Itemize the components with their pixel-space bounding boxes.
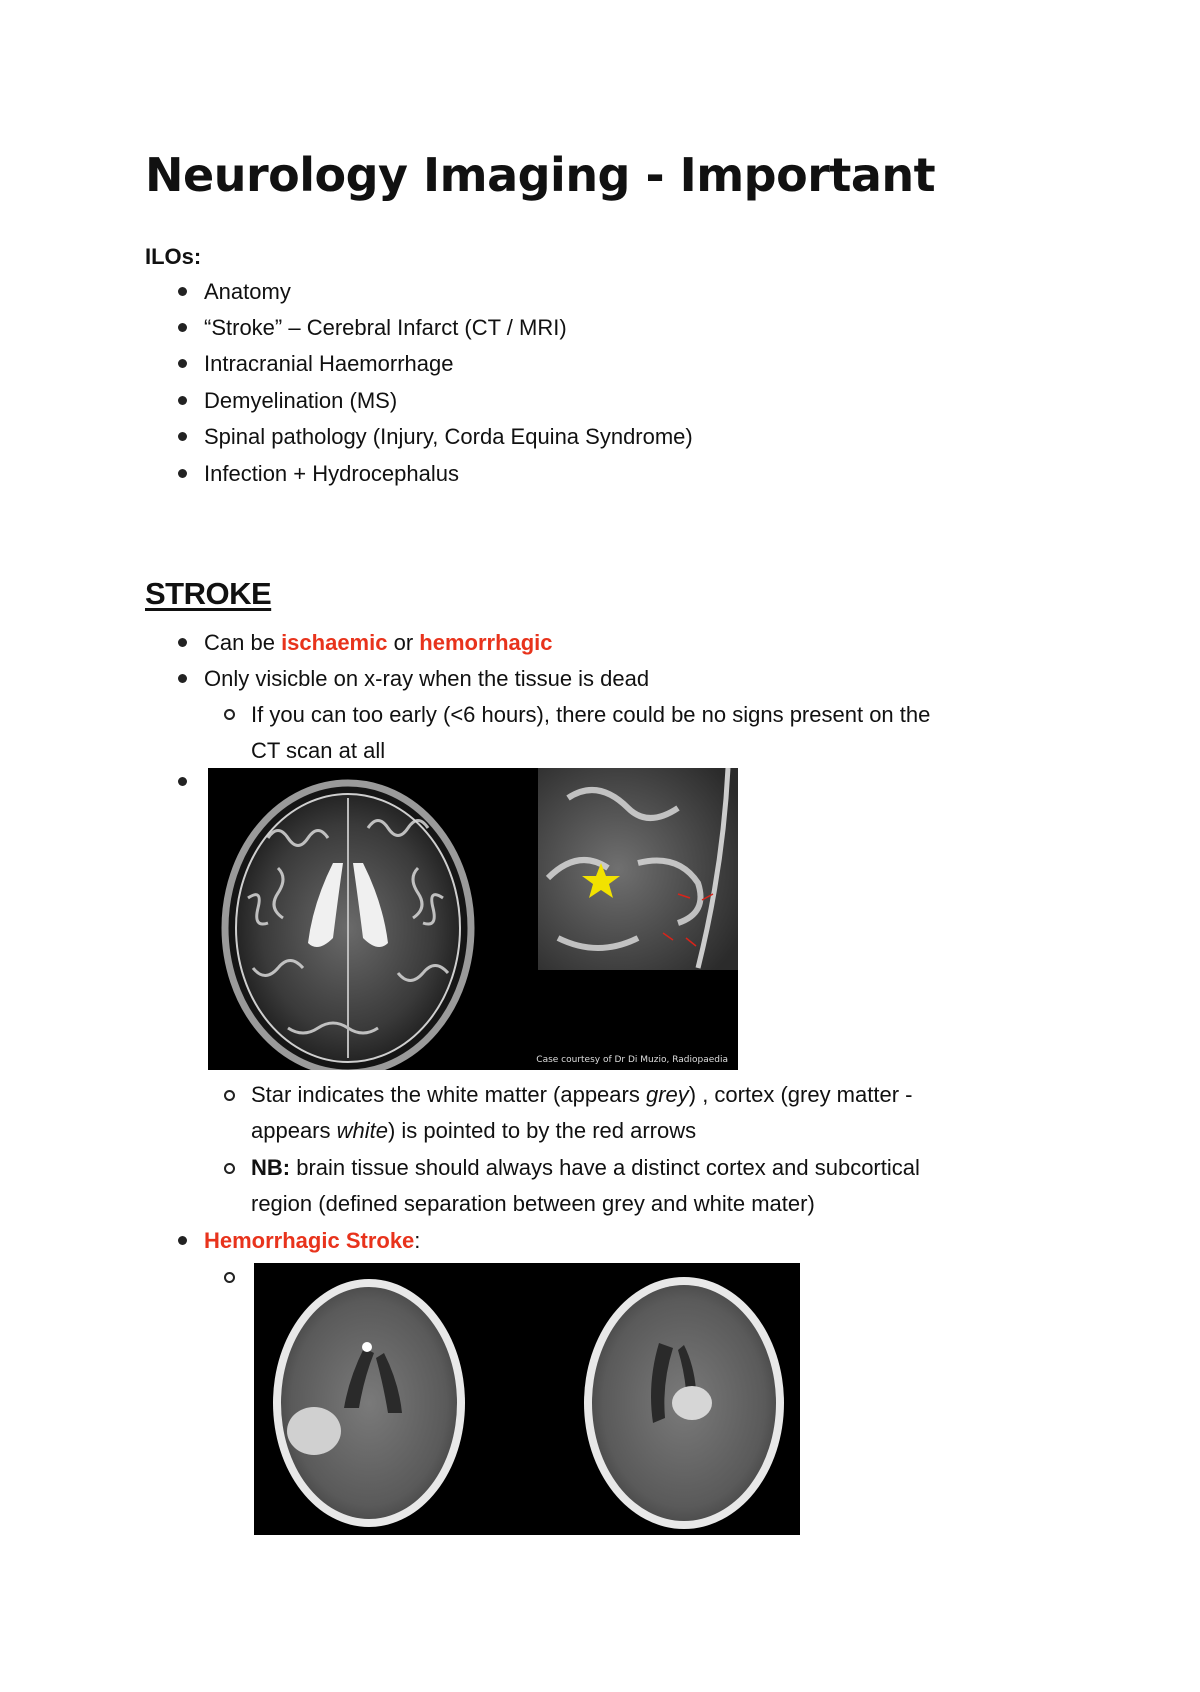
hemorrhagic-term: hemorrhagic bbox=[419, 630, 553, 655]
mri-brain-illustration bbox=[208, 768, 738, 1070]
bullet-icon bbox=[178, 674, 187, 683]
text-fragment: or bbox=[387, 630, 420, 655]
bullet-icon bbox=[178, 323, 187, 332]
ilo-item: Infection + Hydrocephalus bbox=[204, 461, 459, 486]
hemorrhagic-stroke-line bbox=[204, 1227, 420, 1255]
nb-label: NB: bbox=[251, 1155, 291, 1180]
text-fragment: ) , cortex (grey matter - bbox=[688, 1082, 913, 1107]
section-heading-stroke: STROKE bbox=[145, 576, 272, 611]
ilo-item: Demyelination (MS) bbox=[204, 388, 398, 413]
bullet-icon bbox=[178, 396, 187, 405]
ischaemic-term: ischaemic bbox=[281, 630, 388, 655]
hemorrhagic-stroke-term: Hemorrhagic Stroke bbox=[204, 1228, 415, 1253]
text-fragment: brain tissue should always have a distinct cortex and subcortical bbox=[290, 1155, 920, 1180]
text-fragment: : bbox=[414, 1228, 421, 1253]
visibility-line: Only visicble on x-ray when the tissue is dead bbox=[204, 666, 650, 691]
text-fragment: grey bbox=[645, 1082, 689, 1107]
sub-bullet-icon bbox=[224, 1090, 235, 1101]
ilo-item: Anatomy bbox=[204, 279, 291, 304]
sub-bullet-icon bbox=[224, 1163, 235, 1174]
sub-bullet-icon bbox=[224, 709, 235, 720]
text-fragment: ) is pointed to by the red arrows bbox=[387, 1118, 697, 1143]
bullet-icon bbox=[178, 1236, 187, 1245]
star-note-line-1 bbox=[251, 1081, 912, 1109]
text-fragment: Star indicates the white matter (appears bbox=[251, 1082, 646, 1107]
ct-brain-illustration bbox=[254, 1263, 800, 1535]
mri-axial-image bbox=[208, 768, 738, 1070]
stroke-types-line bbox=[204, 629, 553, 657]
ilo-item: Intracranial Haemorrhage bbox=[204, 351, 454, 376]
early-note-line-2: CT scan at all bbox=[251, 738, 386, 763]
nb-note-line-2: region (defined separation between grey and white mater) bbox=[251, 1191, 815, 1216]
ilo-item: “Stroke” – Cerebral Infarct (CT / MRI) bbox=[204, 315, 567, 340]
bullet-icon bbox=[178, 638, 187, 647]
text-fragment: white bbox=[336, 1118, 388, 1143]
nb-note-line-1 bbox=[251, 1154, 920, 1182]
bullet-icon bbox=[178, 359, 187, 368]
ilos-label: ILOs: bbox=[145, 244, 202, 269]
text-fragment: appears bbox=[251, 1118, 337, 1143]
bullet-icon bbox=[178, 287, 187, 296]
text-fragment: Can be bbox=[204, 630, 282, 655]
bullet-icon bbox=[178, 432, 187, 441]
ct-hemorrhage-image bbox=[254, 1263, 800, 1535]
ilo-item: Spinal pathology (Injury, Corda Equina Syndrome) bbox=[204, 424, 693, 449]
bullet-icon bbox=[178, 777, 187, 786]
bullet-icon bbox=[178, 469, 187, 478]
star-note-line-2 bbox=[251, 1117, 696, 1145]
sub-bullet-icon bbox=[224, 1272, 235, 1283]
early-note-line-1: If you can too early (<6 hours), there could be no signs present on the bbox=[251, 702, 931, 727]
image-credit: Case courtesy of Dr Di Muzio, Radiopaedia bbox=[536, 1055, 728, 1065]
page-title: Neurology Imaging - Important bbox=[145, 148, 936, 202]
